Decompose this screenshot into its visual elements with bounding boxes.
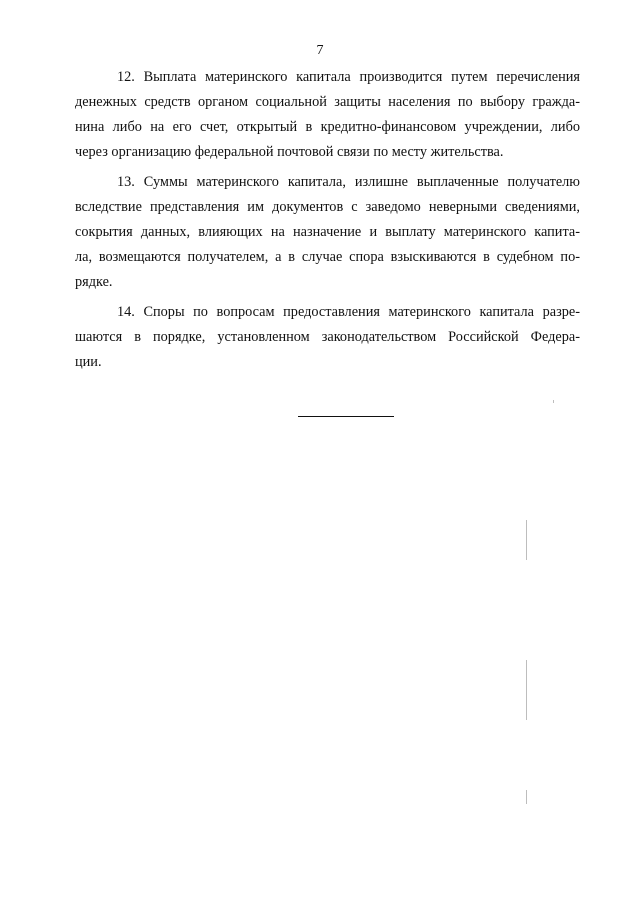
paragraph-13 bbox=[75, 170, 580, 295]
paragraph-line: ла, возмещаются получателем, а в случае спора взыскиваются в судебном по- bbox=[75, 249, 580, 265]
paragraph-12 bbox=[75, 65, 580, 165]
paragraph-line: денежных средств органом социальной защиты населения по выбору гражда- bbox=[75, 94, 580, 110]
scan-speck bbox=[553, 400, 554, 403]
paragraph-line: рядке. bbox=[75, 274, 113, 290]
paragraph-line: шаются в порядке, установленном законодательством Российской Федера- bbox=[75, 329, 580, 345]
paragraph-14 bbox=[75, 300, 580, 375]
paragraph-line: сокрытия данных, влияющих на назначение и выплату материнского капита- bbox=[75, 224, 580, 240]
paragraph-line: через организацию федеральной почтовой связи по месту жительства. bbox=[75, 144, 504, 160]
paragraph-line: ции. bbox=[75, 354, 102, 370]
scan-speck bbox=[526, 660, 527, 720]
paragraph-line: 12. Выплата материнского капитала производится путем перечисления bbox=[117, 69, 580, 85]
page-number: 7 bbox=[316, 43, 324, 58]
scan-speck bbox=[526, 520, 527, 560]
paragraph-line: 13. Суммы материнского капитала, излишне выплаченные получателю bbox=[117, 174, 580, 190]
end-separator-line bbox=[298, 416, 394, 417]
paragraph-line: нина либо на его счет, открытый в кредитно-финансовом учреждении, либо bbox=[75, 119, 580, 135]
scan-speck bbox=[526, 790, 527, 804]
paragraph-line: 14. Споры по вопросам предоставления материнского капитала разре- bbox=[117, 304, 580, 320]
paragraph-line: вследствие представления им документов с заведомо неверными сведениями, bbox=[75, 199, 580, 215]
document-body bbox=[75, 65, 580, 380]
